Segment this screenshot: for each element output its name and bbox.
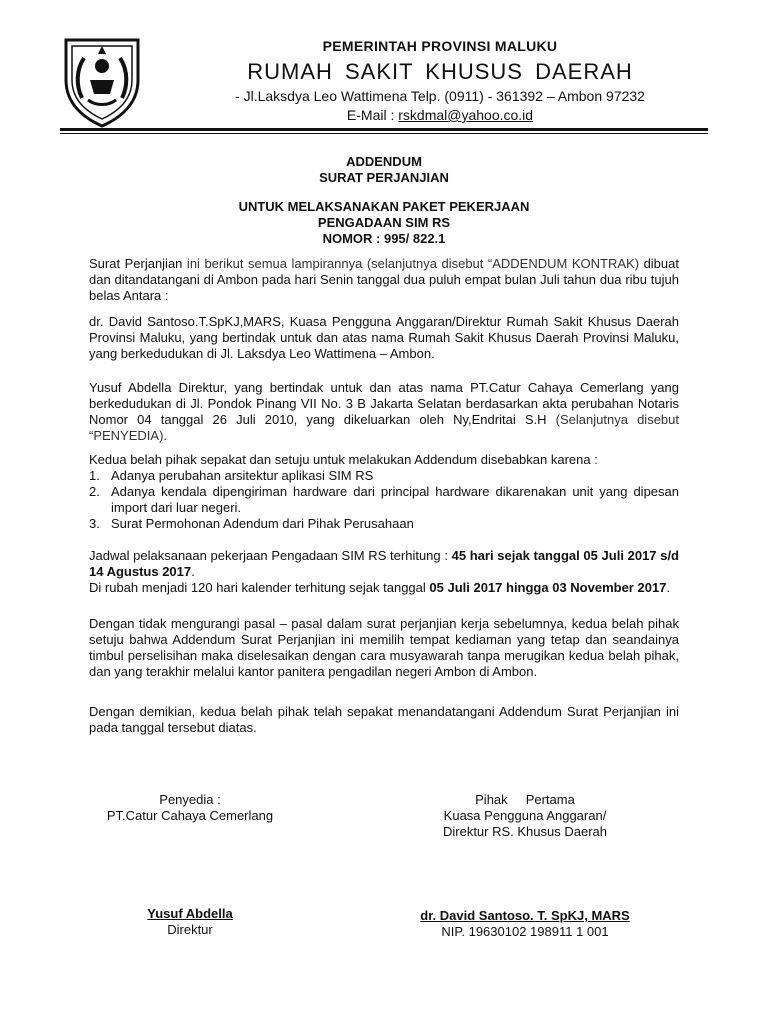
intro-lead: Surat Perjanjian (89, 256, 183, 271)
letterhead-divider (60, 128, 708, 131)
list-item: 2. Adanya kendala dipengiriman hardware dari principal hardware dikarenakan unit yang dipesan import dari luar negeri. (89, 484, 679, 515)
closing-text: Dengan demikian, kedua belah pihak telah sepakat menandatangani Addendum Surat Perjanjian ini pada tanggal tersebut diatas. (89, 704, 679, 735)
party-two-paragraph (89, 380, 679, 444)
letterhead-hospital-name: RUMAH SAKIT KHUSUS DAERAH (247, 59, 633, 84)
intro-rest: dibuat dan ditandatangani di Ambon pada hari Senin tanggal dua puluh empat bulan Juli tahun dua ribu tujuh belas Antara : (89, 256, 679, 303)
doc-subtitle-sim: PENGADAAN SIM RS (317, 215, 451, 230)
intro-paragraph (89, 256, 679, 304)
party-one-paragraph (89, 314, 679, 362)
new-schedule-period: 05 Juli 2017 hingga 03 November 2017 (429, 580, 667, 595)
intro-lampiran: ini berikut semua lampirannya (selanjutnya disebut “ADDENDUM KONTRAK) (182, 256, 640, 271)
doc-title-surat: SURAT PERJANJIAN (319, 170, 449, 185)
schedule-period: 45 hari sejak tanggal 05 Juli 2017 s/d 14 Agustus 2017 (89, 548, 679, 579)
reasons-intro: Kedua belah pihak sepakat dan setuju untuk melakukan Addendum disebabkan karena : (89, 452, 598, 467)
doc-subtitle-paket: UNTUK MELAKSANAKAN PAKET PEKERJAAN (238, 199, 530, 214)
signature-block-penyedia (80, 792, 300, 824)
closing-paragraph (89, 704, 679, 736)
clause-paragraph (89, 616, 679, 680)
signature-block-pihak-pertama (400, 792, 650, 840)
party-two-penyedia: (Selanjutnya disebut “PENYEDIA). (89, 412, 679, 443)
email-label: E-Mail : (346, 107, 395, 123)
list-item: 1. Adanya perubahan arsitektur aplikasi SIM RS (89, 468, 374, 483)
email-link[interactable]: rskdmal@yahoo.co.id (398, 107, 534, 123)
letterhead-email-line (180, 107, 700, 123)
clause-text: Dengan tidak mengurangi pasal – pasal dalam surat perjanjian kerja sebelumnya, kedua belah pihak setuju bahwa Addendum Surat Perjanjian ini memilih tempat kediaman yang tetap dan seandainya timbul perselisihan maka diselesaikan dengan cara musyawarah tanpa merugikan kedua belah pihak, dan yang terakhir melalui kantor panitera pengadilan negeri Ambon di Ambon. (89, 616, 679, 679)
penyedia-signatory-name: Yusuf Abdella (147, 906, 233, 921)
reasons-list (89, 468, 679, 532)
list-item: 3. Surat Permohonan Adendum dari Pihak Perusahaan (89, 516, 414, 531)
signature-pihak-name-block (390, 908, 660, 940)
province-emblem-icon (60, 36, 144, 128)
doc-title-addendum: ADDENDUM (346, 154, 422, 169)
letterhead-address: - Jl.Laksdya Leo Wattimena Telp. (0911) - 361392 – Ambon 97232 (235, 88, 645, 104)
penyedia-company: PT.Catur Cahaya Cemerlang (106, 808, 274, 823)
pihak-pertama-role1: Kuasa Pengguna Anggaran/ (443, 808, 607, 823)
letterhead-divider-thin (60, 133, 708, 134)
penyedia-signatory-title: Direktur (167, 922, 213, 937)
schedule-paragraph: Jadwal pelaksanaan pekerjaan Pengadaan SIM RS terhitung : 45 hari sejak tanggal 05 Juli 2017 s/d 14 Agustus 2017. Di rubah menjadi 120 hari kalender terhitung sejak tanggal 05 Juli 2017 hingga 03 November 2017. (89, 548, 679, 595)
doc-number: NOMOR : 995/ 822.1 (322, 231, 446, 246)
pihak-pertama-label: Pihak Pertama (475, 792, 575, 807)
signature-penyedia-name-block (80, 906, 300, 938)
letterhead-government: PEMERINTAH PROVINSI MALUKU (322, 38, 558, 54)
party-two-text: Yusuf Abdella Direktur, yang bertindak untuk dan atas nama PT.Catur Cahaya Cemerlang yang berkedudukan di Jl. Pondok Pinang VII No. 3 B Jakarta Selatan berdasarkan akta perubahan Notaris Nomor 04 tanggal 26 Juli 2010, yang dikeluarkan oleh Ny,Endritai S.H (89, 380, 679, 427)
pihak-signatory-nip: NIP. 19630102 198911 1 001 (441, 924, 609, 939)
party-one-text: dr. David Santoso.T.SpKJ,MARS, Kuasa Pengguna Anggaran/Direktur Rumah Sakit Khusus Daerah Provinsi Maluku, yang bertindak untuk dan atas nama Rumah Sakit Khusus Daerah Provinsi Maluku, yang berkedudukan di Jl. Laksdya Leo Wattimena – Ambon. (89, 314, 679, 361)
penyedia-label: Penyedia : (159, 792, 221, 807)
pihak-pertama-role2: Direktur RS. Khusus Daerah (442, 824, 607, 839)
pihak-signatory-name: dr. David Santoso. T. SpKJ, MARS (420, 908, 630, 923)
reasons-section (89, 452, 679, 532)
